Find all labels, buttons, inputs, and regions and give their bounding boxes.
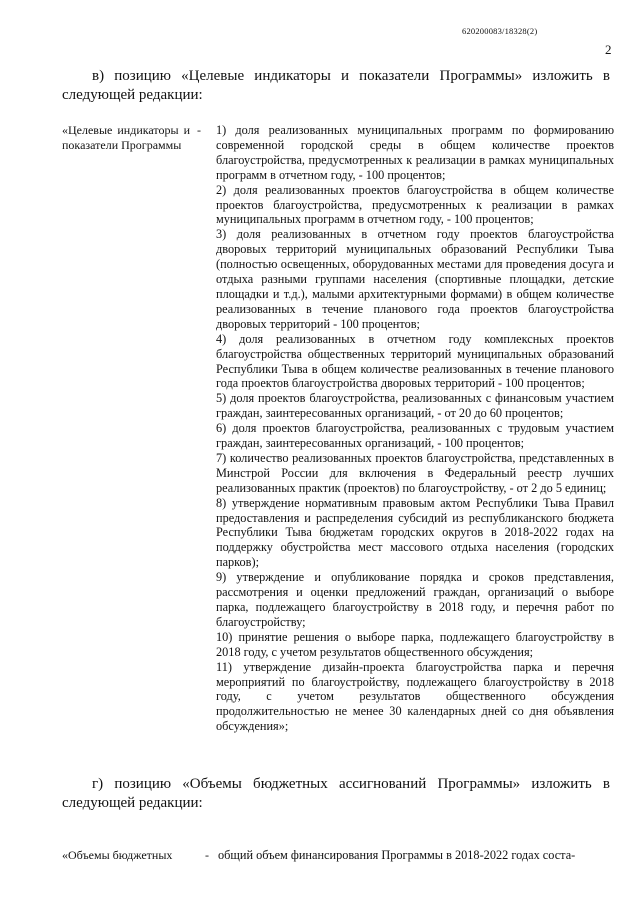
section-g-label: «Объемы бюджетных [62, 848, 173, 862]
list-item: 7) количество реализованных проектов благоустройства, представленных в Минстрой России для включения в Федеральный реестр лучших реализованных практик (проектов) по благоустройству, - от 2 до 5 единиц; [216, 450, 614, 495]
list-item: 6) доля проектов благоустройства, реализованных с трудовым участием граждан, заинтересованных организаций, - 100 процентов; [216, 421, 614, 451]
page-number: 2 [605, 42, 612, 57]
list-item: 10) принятие решения о выборе парка, подлежащего благоустройству в 2018 году, с учетом результатов общественного обсуждения; [216, 629, 614, 659]
section-g-text: общий объем финансирования Программы в 2018-2022 годах соста- [218, 848, 576, 862]
list-item: 9) утверждение и опубликование порядка и сроков представления, рассмотрения и оценки предложений граждан, организаций о выборе парка, подлежащего благоустройству в 2018 году, и перечня работ по благоустройству; [216, 570, 614, 629]
list-item: 8) утверждение нормативным правовым актом Республики Тыва Правил предоставления и распределения субсидий из республиканского бюджета Республики Тыва бюджетам городских округов в 2018-2022 годах на поддержку обустройства мест массового отдыха населения (городских парков); [216, 495, 614, 570]
list-item: 4) доля реализованных в отчетном году комплексных проектов благоустройства общественных территорий муниципальных образований Республики Тыва в общем количестве реализованных в течение планового года проектов благоустройства дворовых территорий - 100 процентов; [216, 331, 614, 391]
list-item: 3) доля реализованных в отчетном году проектов благоустройства дворовых территорий муниципальных образований Республики Тыва (полностью освещенных, оборудованных местами для проведения досуга и отдыха разными группами населения (спортивные площадки, детские площадки и т.д.), малыми архитектурными формами) в общем количестве реализованных в течение планового года проектов благоустройства дворовых территорий - 100 процентов; [216, 227, 614, 331]
section-v-dash: - [197, 123, 201, 137]
section-g-dash: - [205, 848, 209, 862]
document-id: 620200083/18328(2) [462, 26, 538, 36]
section-v-label: «Целевые индикаторы и показатели Программы [62, 123, 190, 152]
list-item: 11) утверждение дизайн-проекта благоустройства парка и перечня мероприятий по благоустройству, подлежащего благоустройству в 2018 году, с учетом результатов общественного обсуждения продолжительностью не менее 30 календарных дней со дня объявления обсуждения»; [216, 659, 614, 734]
list-item: 2) доля реализованных проектов благоустройства в общем количестве проектов благоустройства, предусмотренных к реализации в рамках муниципальных программ в отчетном году, - 100 процентов; [216, 182, 614, 227]
section-v-intro: в) позицию «Целевые индикаторы и показатели Программы» изложить в следующей редакции: [62, 68, 610, 103]
section-g-intro: г) позицию «Объемы бюджетных ассигнований Программы» изложить в следующей редакции: [62, 776, 610, 811]
indicators-list [216, 123, 614, 734]
list-item: 1) доля реализованных муниципальных программ по формированию современной городской среды в общем количестве проектов благоустройства, предусмотренных к реализации в рамках муниципальных программ в отчетном году, - 100 процентов; [216, 123, 614, 182]
list-item: 5) доля проектов благоустройства, реализованных с финансовым участием граждан, заинтересованных организаций, - от 20 до 60 процентов; [216, 391, 614, 421]
